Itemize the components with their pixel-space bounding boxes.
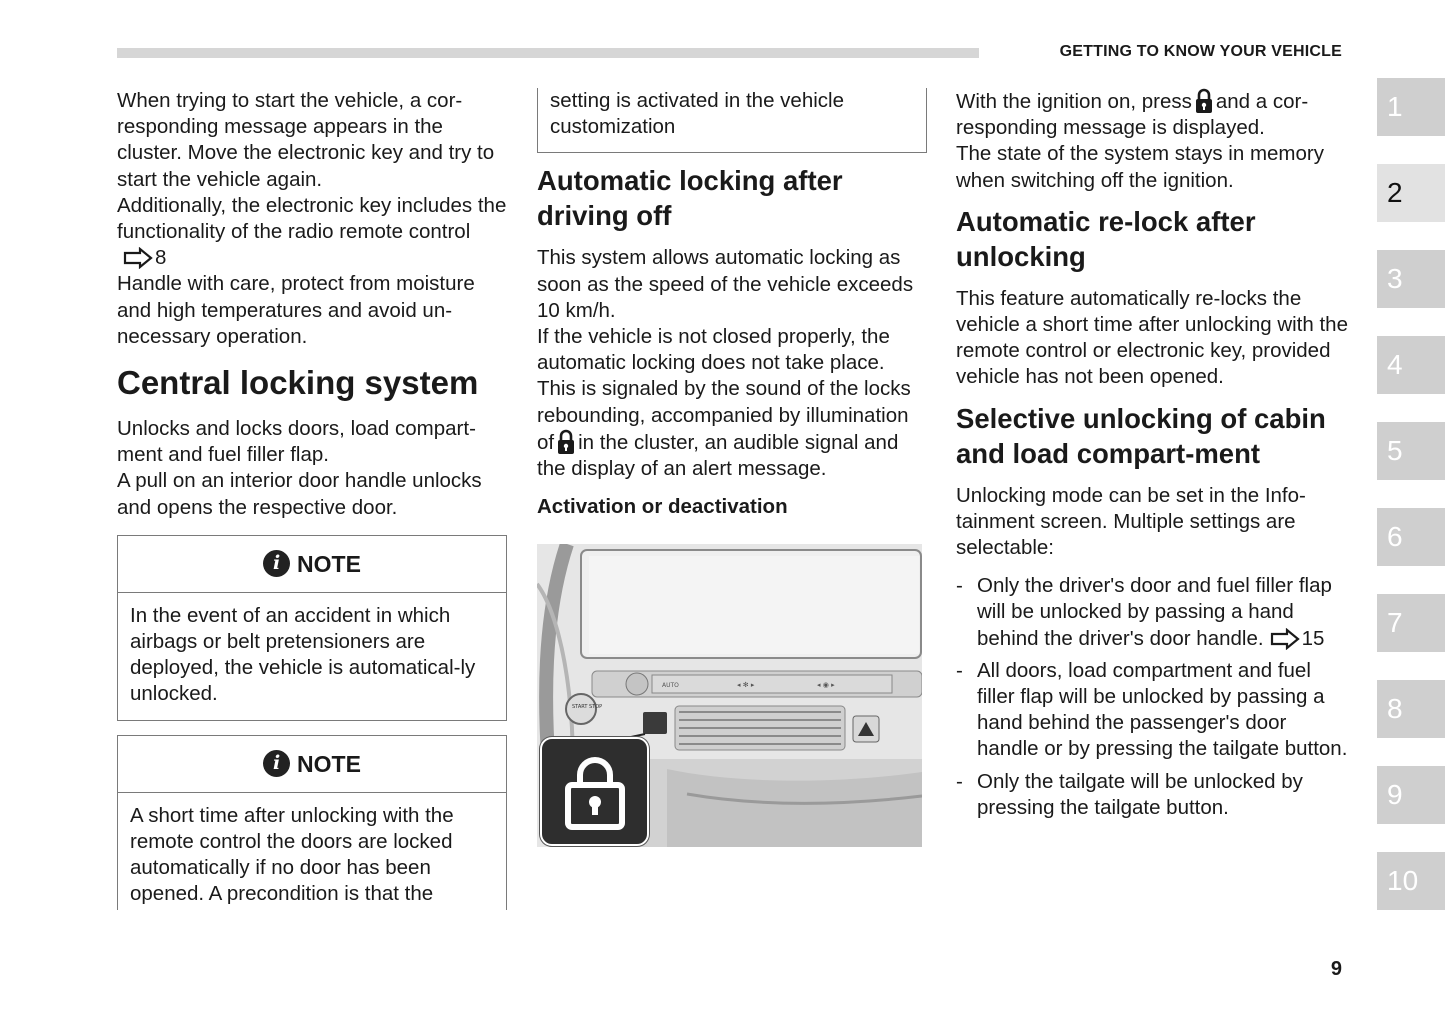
svg-text:◂ ✻ ▸: ◂ ✻ ▸ <box>737 681 755 690</box>
heading-selective-unlocking: Selective unlocking of cabin and load compart-ment <box>956 402 1326 469</box>
page-reference-link[interactable]: 15 <box>1301 626 1325 650</box>
info-icon: i <box>263 750 290 777</box>
chapter-tab-4[interactable]: 4 <box>1377 336 1445 394</box>
chapter-tab-10[interactable]: 10 <box>1377 852 1445 910</box>
paragraph: The state of the system stays in memory when switching off the ignition. <box>956 142 1324 192</box>
chapter-tab-5[interactable]: 5 <box>1377 422 1445 480</box>
dashboard-figure <box>537 544 922 847</box>
lock-icon <box>1195 88 1213 114</box>
chapter-title: GETTING TO KNOW YOUR VEHICLE <box>1059 43 1342 60</box>
paragraph: Handle with care, protect from moisture and high temperatures and avoid un-necessary operation. <box>117 272 475 348</box>
column-2 <box>537 88 927 847</box>
section-title: Central locking system <box>117 364 479 402</box>
reference-arrow-icon <box>1270 628 1300 650</box>
chapter-tab-7[interactable]: 7 <box>1377 594 1445 652</box>
note-text: setting is activated in the vehicle customization <box>550 89 844 139</box>
chapter-tab-6[interactable]: 6 <box>1377 508 1445 566</box>
paragraph-text: With the ignition on, press <box>956 90 1192 113</box>
list-item: - All doors, load compartment and fuel filler flap will be unlocked by passing a hand behind the passenger's door handle or by pressing the tailgate button. <box>956 658 1348 763</box>
paragraph-text: in the cluster, an audible signal and the display of an alert message. <box>537 430 899 481</box>
chapter-tab-8[interactable]: 8 <box>1377 680 1445 738</box>
lock-icon <box>557 429 575 455</box>
note-text: A short time after unlocking with the remote control the doors are locked automatically if no door has been opened. A precondition is that the <box>130 803 454 906</box>
paragraph: This system allows automatic locking as soon as the speed of the vehicle exceeds 10 km/h. <box>537 246 914 322</box>
paragraph <box>117 193 507 272</box>
paragraph-text: and a cor-responding message is displayed. <box>956 90 1309 140</box>
column-1 <box>117 88 507 910</box>
note-box-continued <box>537 88 927 153</box>
heading-activation: Activation or deactivation <box>537 495 788 519</box>
note-header <box>118 736 506 793</box>
note-box <box>117 735 507 910</box>
paragraph: Unlocks and locks doors, load compart-ment and fuel filler flap. <box>117 417 476 467</box>
chapter-tab-2[interactable]: 2 <box>1377 164 1445 222</box>
note-text: In the event of an accident in which airbags or belt pretensioners are deployed, the vehicle is automatical-ly unlocked. <box>130 603 476 706</box>
chapter-tab-1[interactable]: 1 <box>1377 78 1445 136</box>
list-item-text: Only the driver's door and fuel filler flap will be unlocked by passing a hand behind the driver's door handle. <box>977 574 1332 650</box>
chapter-tab-3[interactable]: 3 <box>1377 250 1445 308</box>
page-reference-link[interactable]: 8 <box>155 246 167 270</box>
header-rule <box>117 48 979 58</box>
paragraph <box>956 88 1348 141</box>
paragraph <box>537 324 927 482</box>
paragraph: A pull on an interior door handle unlocks and opens the respective door. <box>117 469 482 519</box>
note-label: NOTE <box>297 550 361 577</box>
list-item <box>956 573 1348 652</box>
chapter-tab-9[interactable]: 9 <box>1377 766 1445 824</box>
paragraph-text: Additionally, the electronic key includes the functionality of the radio remote control <box>117 193 507 244</box>
note-header <box>118 536 506 593</box>
reference-arrow-icon <box>123 247 153 269</box>
paragraph-text: If the vehicle is not closed properly, the automatic locking does not take place. This is signaled by the sound of the locks rebounding, accompanied by illumination of <box>537 325 911 454</box>
page-number: 9 <box>1330 958 1342 980</box>
unlock-options-list <box>956 573 1348 821</box>
svg-text:◂ ◉ ▸: ◂ ◉ ▸ <box>817 681 835 690</box>
note-label: NOTE <box>297 750 361 777</box>
column-3 <box>956 88 1348 827</box>
svg-text:AUTO: AUTO <box>662 682 679 690</box>
start-stop-label: START STOP <box>572 704 603 711</box>
paragraph: When trying to start the vehicle, a cor-responding message appears in the cluster. Move the electronic key and try to start the vehicle again. <box>117 89 495 191</box>
note-box <box>117 535 507 721</box>
list-item: - Only the tailgate will be unlocked by pressing the tailgate button. <box>956 769 1348 821</box>
paragraph: Unlocking mode can be set in the Info-tainment screen. Multiple settings are selectable: <box>956 483 1306 560</box>
heading-automatic-locking: Automatic locking after driving off <box>537 165 843 232</box>
lock-icon <box>542 739 647 844</box>
info-icon: i <box>263 550 290 577</box>
lock-callout-badge <box>540 737 649 846</box>
paragraph: This feature automatically re-locks the vehicle a short time after unlocking with the remote control or electronic key, provided vehicle has not been opened. <box>956 286 1348 389</box>
heading-relock: Automatic re-lock after unlocking <box>956 205 1256 272</box>
